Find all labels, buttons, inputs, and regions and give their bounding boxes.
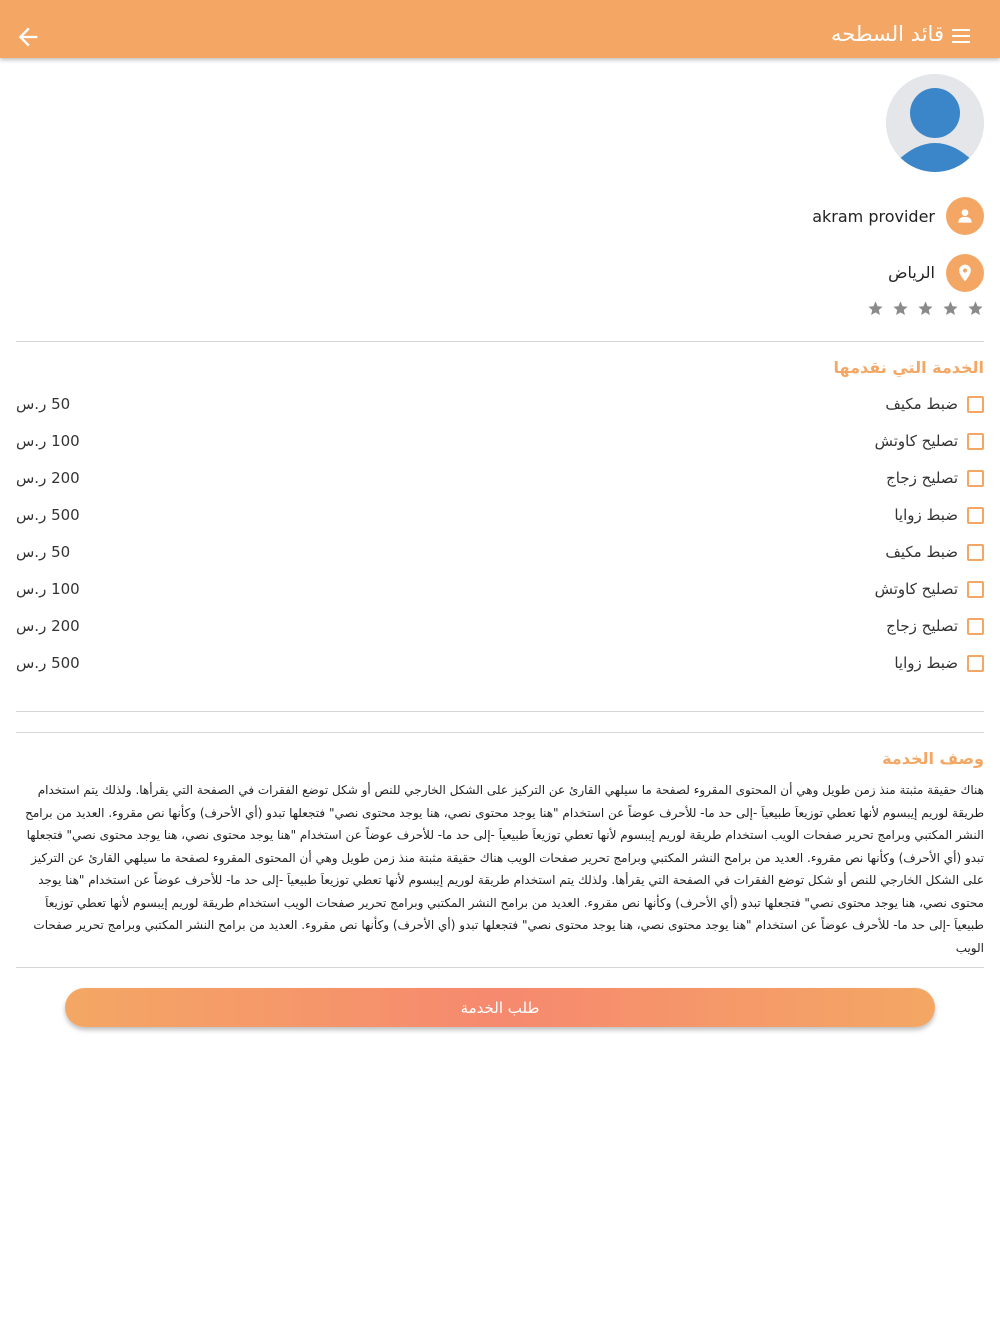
divider <box>16 967 984 968</box>
person-icon <box>946 197 984 235</box>
service-row <box>16 542 984 566</box>
service-price: 50 ر.س <box>16 395 71 413</box>
service-name: تصليح زجاج <box>886 617 958 635</box>
service-price: 500 ر.س <box>16 506 80 524</box>
service-name: تصليح زجاج <box>886 469 958 487</box>
service-name: ضبط مكيف <box>885 543 958 561</box>
service-description: هناك حقيقة مثبتة منذ زمن طويل وهي أن المحتوى المقروء لصفحة ما سيلهي القارئ عن التركيز على الشكل الخارجي للنص أو شكل توضع الفقرات في الصفحة التي يقرأها. ولذلك يتم استخدام طريقة لوريم إيبسوم لأنها تعطي توزيعاَ طبيعياَ -إلى حد ما- للأحرف عوضاً عن استخدام "هنا يوجد محتوى نصي، هنا يوجد محتوى نصي" فتجعلها تبدو (أي الأحرف) وكأنها نص مقروء. العديد من برامح النشر المكتبي وبرامج تحرير صفحات الويب استخدام طريقة لوريم إيبسوم لأنها تعطي توزيعاَ طبيعياَ -إلى حد ما- للأحرف عوضاً عن استخدام "هنا يوجد محتوى نصي، هنا يوجد محتوى نصي" فتجعلها تبدو (أي الأحرف) وكأنها نص مقروء. العديد من برامح النشر المكتبي وبرامج تحرير صفحات الويب هناك حقيقة مثبتة منذ زمن طويل وهي أن المحتوى المقروء لصفحة ما سيلهي القارئ عن التركيز على الشكل الخارجي للنص أو شكل توضع الفقرات في الصفحة التي يقرأها. ولذلك يتم استخدام طريقة لوريم إيبسوم لأنها تعطي توزيعاَ طبيعياَ -إلى حد ما- للأحرف عوضاً عن استخدام "هنا يوجد محتوى نصي، هنا يوجد محتوى نصي" فتجعلها تبدو (أي الأحرف) وكأنها نص مقروء. العديد من برامح النشر المكتبي وبرامج تحرير صفحات الويب استخدام طريقة لوريم إيبسوم لأنها تعطي توزيعاَ طبيعياَ -إلى حد ما- للأحرف عوضاً عن استخدام "هنا يوجد محتوى نصي، هنا يوجد محتوى نصي" فتجعلها تبدو (أي الأحرف) وكأنها نص مقروء. العديد من برامح النشر المكتبي وبرامج تحرير صفحات الويب <box>25 783 984 955</box>
page-title: قائد السطحه <box>831 22 944 46</box>
star-icon <box>917 300 934 317</box>
request-service-button[interactable]: طلب الخدمة <box>65 988 935 1027</box>
app-bar <box>0 0 1000 58</box>
divider <box>16 341 984 342</box>
service-row <box>16 394 984 418</box>
star-icon <box>967 300 984 317</box>
service-name: تصليح كاوتش <box>874 580 958 598</box>
service-checkbox[interactable] <box>967 396 984 413</box>
service-price: 50 ر.س <box>16 543 71 561</box>
divider <box>16 711 984 712</box>
provider-name: akram provider <box>812 207 935 226</box>
service-checkbox[interactable] <box>967 544 984 561</box>
avatar <box>886 74 984 172</box>
service-row <box>16 616 984 640</box>
service-checkbox[interactable] <box>967 470 984 487</box>
description-section-title: وصف الخدمة <box>882 749 984 768</box>
divider <box>16 732 984 733</box>
star-icon <box>892 300 909 317</box>
service-checkbox[interactable] <box>967 655 984 672</box>
service-name: ضبط زوايا <box>894 654 958 672</box>
service-checkbox[interactable] <box>967 581 984 598</box>
star-icon <box>867 300 884 317</box>
service-row <box>16 505 984 529</box>
service-row <box>16 579 984 603</box>
service-price: 100 ر.س <box>16 580 80 598</box>
service-name: ضبط زوايا <box>894 506 958 524</box>
service-price: 500 ر.س <box>16 654 80 672</box>
service-checkbox[interactable] <box>967 618 984 635</box>
provider-city: الرياض <box>888 263 935 282</box>
user-avatar-icon <box>886 74 984 172</box>
services-section-title: الخدمة التي نقدمها <box>833 358 984 377</box>
hamburger-menu-icon[interactable] <box>950 26 974 46</box>
star-icon <box>942 300 959 317</box>
location-pin-icon <box>946 254 984 292</box>
service-name: ضبط مكيف <box>885 395 958 413</box>
service-checkbox[interactable] <box>967 433 984 450</box>
service-checkbox[interactable] <box>967 507 984 524</box>
service-row <box>16 431 984 455</box>
service-price: 100 ر.س <box>16 432 80 450</box>
service-price: 200 ر.س <box>16 617 80 635</box>
rating-stars <box>867 300 984 317</box>
service-row <box>16 468 984 492</box>
service-row <box>16 653 984 677</box>
service-price: 200 ر.س <box>16 469 80 487</box>
arrow-left-icon[interactable] <box>14 23 42 51</box>
service-name: تصليح كاوتش <box>874 432 958 450</box>
